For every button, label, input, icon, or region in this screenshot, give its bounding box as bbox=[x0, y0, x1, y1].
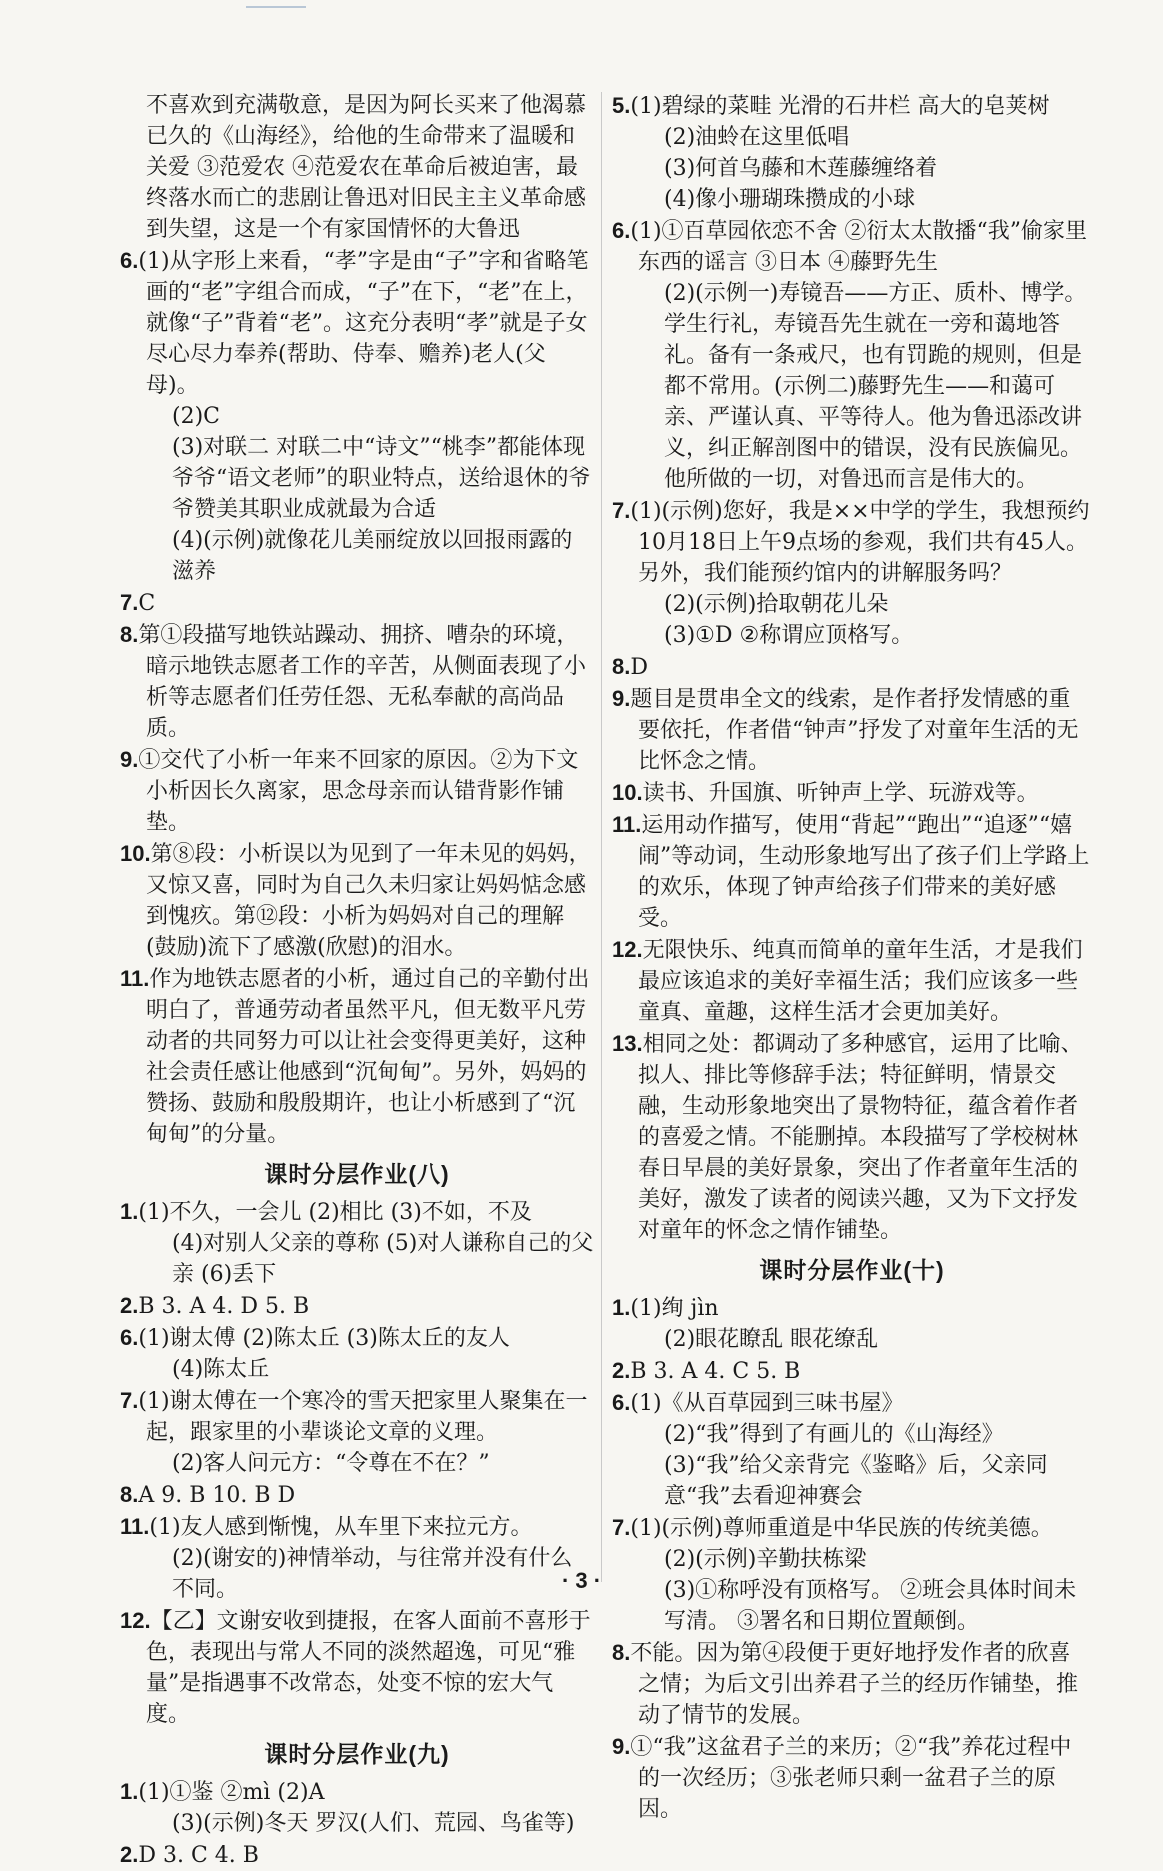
answer-item bbox=[612, 495, 1092, 651]
answer-line: (1)①鉴 ②mì (2)A bbox=[138, 1780, 325, 1805]
answer-item bbox=[612, 934, 1092, 1028]
answer-line: 相同之处：都调动了多种感官，运用了比喻、拟人、排比等修辞手法；特征鲜明，情景交融，生动形象地突出了景物特征，蕴含着作者的喜爱之情。不能删掉。本段描写了学校树林春日早晨的美好景象，突出了作者童年生活的美好，激发了读者的阅读兴趣，又为下文抒发对童年的怀念之情作铺垫。 bbox=[638, 1032, 1083, 1243]
answer-line: B 3. A 4. C 5. B bbox=[630, 1359, 801, 1384]
answer-item bbox=[612, 1387, 1092, 1512]
answer-item bbox=[612, 1637, 1092, 1731]
section-heading-10: 课时分层作业(十) bbox=[759, 1257, 945, 1283]
answer-line: (1)不久，一会儿 (2)相比 (3)不如，不及 bbox=[138, 1200, 532, 1225]
answer-line: (1)友人感到惭愧，从车里下来拉元方。 bbox=[149, 1515, 533, 1540]
answer-line: (2)(示例一)寿镜吾——方正、质朴、博学。学生行礼，寿镜吾先生就在一旁和蔼地答礼。备有一条戒尺，也有罚跪的规则，但是都不常用。(示例二)藤野先生——和蔼可亲、严谨认真、平等待人。他为鲁迅添改讲义，纠正解剖图中的错误，没有民族偏见。他所做的一切，对鲁迅而言是伟大的。 bbox=[664, 281, 1087, 492]
answer-number: 10. bbox=[120, 841, 151, 866]
answer-number: 11. bbox=[612, 812, 642, 837]
answer-line: (1)谢太傅 (2)陈太丘 (3)陈太丘的友人 bbox=[138, 1326, 510, 1351]
answer-line: 不能。因为第④段便于更好地抒发作者的欣喜之情；为后文引出养君子兰的经历作铺垫，推动了情节的发展。 bbox=[630, 1641, 1079, 1728]
answer-item bbox=[120, 1290, 594, 1322]
answer-line: A 9. B 10. B D bbox=[138, 1483, 296, 1508]
page-number: · 3 · bbox=[561, 1568, 602, 1593]
answer-line: 题目是贯串全文的线索，是作者抒发情感的重要依托，作者借“钟声”抒发了对童年生活的无比怀念之情。 bbox=[630, 687, 1079, 774]
answer-number: 8. bbox=[120, 1482, 139, 1507]
answer-item bbox=[120, 1385, 594, 1479]
answer-number: 7. bbox=[612, 498, 631, 523]
answer-item bbox=[120, 1322, 594, 1385]
answer-item bbox=[120, 1839, 594, 1871]
answer-item bbox=[120, 587, 594, 619]
answer-item bbox=[120, 1479, 594, 1511]
answer-item bbox=[120, 619, 594, 744]
answer-line: (4)(示例)就像花儿美丽绽放以回报雨露的滋养 bbox=[172, 528, 573, 584]
answer-number: 10. bbox=[612, 780, 643, 805]
answer-line: (1)绚 jìn bbox=[630, 1296, 719, 1321]
answer-item bbox=[612, 215, 1092, 495]
answer-item bbox=[120, 245, 594, 587]
answer-number: 12. bbox=[612, 937, 643, 962]
continued-answer-text: 不喜欢到充满敬意，是因为阿长买来了他渴慕已久的《山海经》，给他的生命带来了温暖和关爱 ③范爱农 ④范爱农在革命后被迫害，最终落水而亡的悲剧让鲁迅对旧民主主义革命感到失望，这是一个有家国情怀的大鲁迅 bbox=[146, 93, 587, 242]
answer-item bbox=[612, 1292, 1092, 1355]
answer-list-7 bbox=[120, 245, 594, 1150]
answer-list-8 bbox=[120, 1196, 594, 1730]
answer-line: (3)①D ②称谓应顶格写。 bbox=[664, 623, 914, 648]
answer-number: 7. bbox=[120, 1388, 139, 1413]
answer-line: 运用动作描写，使用“背起”“跑出”“追逐”“嬉闹”等动词，生动形象地写出了孩子们上学路上的欢乐，体现了钟声给孩子们带来的美好感受。 bbox=[638, 813, 1090, 931]
answer-line: (3)何首乌藤和木莲藤缠络着 bbox=[664, 156, 938, 181]
answer-number: 8. bbox=[612, 1640, 631, 1665]
answer-list-9-cont bbox=[612, 90, 1092, 1246]
answer-list-10 bbox=[612, 1292, 1092, 1825]
answer-item bbox=[612, 683, 1092, 777]
answer-item bbox=[120, 1776, 594, 1839]
answer-line: 【乙】文谢安收到捷报，在客人面前不喜形于色，表现出与常人不同的淡然超逸，可见“雅量”是指遇事不改常态，处变不惊的宏大气度。 bbox=[146, 1609, 591, 1727]
answer-line: D bbox=[630, 655, 648, 680]
column-divider bbox=[601, 92, 602, 1582]
answer-number: 9. bbox=[612, 686, 631, 711]
answer-line: C bbox=[138, 591, 156, 616]
answer-item bbox=[612, 1355, 1092, 1387]
answer-line: (3)“我”给父亲背完《鉴略》后，父亲同意“我”去看迎神赛会 bbox=[664, 1453, 1048, 1509]
section-heading-9: 课时分层作业(九) bbox=[264, 1741, 450, 1767]
answer-number: 8. bbox=[120, 622, 139, 647]
answer-number: 1. bbox=[120, 1199, 139, 1224]
answer-list-9 bbox=[120, 1776, 594, 1871]
answer-line: (2)眼花瞭乱 眼花缭乱 bbox=[664, 1327, 879, 1352]
answer-line: (4)对别人父亲的尊称 (5)对人谦称自己的父亲 (6)丢下 bbox=[172, 1231, 594, 1287]
answer-number: 12. bbox=[120, 1608, 151, 1633]
answer-line: (2)客人问元方：“令尊在不在？” bbox=[172, 1451, 490, 1476]
answer-item bbox=[120, 744, 594, 838]
answer-item bbox=[612, 809, 1092, 934]
answer-item bbox=[120, 1196, 594, 1290]
answer-line: (2)(示例)辛勤扶栋梁 bbox=[664, 1547, 867, 1572]
answer-line: 作为地铁志愿者的小析，通过自己的辛勤付出明白了，普通劳动者虽然平凡，但无数平凡劳动者的共同努力可以让社会变得更美好，这种社会责任感让他感到“沉甸甸”。另外，妈妈的赞扬、鼓励和殷殷期许，也让小析感到了“沉甸甸”的分量。 bbox=[146, 967, 590, 1147]
answer-item bbox=[120, 963, 594, 1150]
answer-line: (1)(示例)尊师重道是中华民族的传统美德。 bbox=[630, 1516, 1053, 1541]
answer-item bbox=[120, 838, 594, 963]
answer-line: 无限快乐、纯真而简单的童年生活，才是我们最应该追求的美好幸福生活；我们应该多一些童真、童趣，这样生活才会更加美好。 bbox=[638, 938, 1083, 1025]
left-column bbox=[120, 90, 594, 1871]
answer-number: 6. bbox=[612, 218, 631, 243]
answer-line: (2)(示例)拾取朝花儿朵 bbox=[664, 592, 889, 617]
answer-item bbox=[612, 777, 1092, 809]
answer-item bbox=[612, 651, 1092, 683]
answer-number: 6. bbox=[612, 1390, 631, 1415]
answer-line: (1)(示例)您好，我是××中学的学生，我想预约10月18日上午9点场的参观，我们共有45人。另外，我们能预约馆内的讲解服务吗？ bbox=[630, 499, 1090, 586]
answer-number: 13. bbox=[612, 1031, 643, 1056]
answer-line: 读书、升国旗、听钟声上学、玩游戏等。 bbox=[642, 781, 1039, 806]
answer-line: (1)①百草园依恋不舍 ②衍太太散播“我”偷家里东西的谣言 ③日本 ④藤野先生 bbox=[630, 219, 1088, 275]
answer-number: 11. bbox=[120, 1514, 150, 1539]
answer-line: (1)从字形上来看，“孝”字是由“子”字和省略笔画的“老”字组合而成，“子”在下，“老”在上，就像“子”背着“老”。这充分表明“孝”就是子女尽心尽力奉养(帮助、侍奉、赡养)老人(父母)。 bbox=[138, 249, 589, 398]
right-column bbox=[612, 90, 1092, 1825]
answer-number: 11. bbox=[120, 966, 150, 991]
answer-line: 第⑧段：小析误以为见到了一年未见的妈妈，又惊又喜，同时为自己久未归家让妈妈惦念感到愧疚。第⑫段：小析为妈妈对自己的理解(鼓励)流下了感激(欣慰)的泪水。 bbox=[146, 842, 591, 960]
answer-number: 6. bbox=[120, 1325, 139, 1350]
answer-number: 7. bbox=[612, 1515, 631, 1540]
top-rule bbox=[246, 6, 306, 8]
answer-number: 2. bbox=[612, 1358, 631, 1383]
answer-number: 2. bbox=[120, 1293, 139, 1318]
answer-line: (1)碧绿的菜畦 光滑的石井栏 高大的皂荚树 bbox=[630, 94, 1050, 119]
answer-line: (1)谢太傅在一个寒冷的雪天把家里人聚集在一起，跟家里的小辈谈论文章的义理。 bbox=[138, 1389, 588, 1445]
answer-line: 第①段描写地铁站躁动、拥挤、嘈杂的环境，暗示地铁志愿者工作的辛苦，从侧面表现了小析等志愿者们任劳任怨、无私奉献的高尚品质。 bbox=[138, 623, 587, 741]
answer-line: (2)“我”得到了有画儿的《山海经》 bbox=[664, 1422, 1004, 1447]
answer-line: (4)陈太丘 bbox=[172, 1357, 270, 1382]
answer-item bbox=[120, 1605, 594, 1730]
answer-item bbox=[612, 1028, 1092, 1246]
answer-line: (1)《从百草园到三味书屋》 bbox=[630, 1391, 904, 1416]
answer-number: 7. bbox=[120, 590, 139, 615]
answer-item bbox=[612, 90, 1092, 215]
answer-line: B 3. A 4. D 5. B bbox=[138, 1294, 310, 1319]
answer-line: D 3. C 4. B bbox=[138, 1843, 259, 1868]
section-heading-8: 课时分层作业(八) bbox=[264, 1161, 450, 1187]
answer-line: (2)C bbox=[172, 404, 220, 429]
answer-number: 8. bbox=[612, 654, 631, 679]
answer-line: (4)像小珊瑚珠攒成的小球 bbox=[664, 187, 916, 212]
answer-number: 9. bbox=[120, 747, 139, 772]
answer-line: (2)(谢安的)神情举动，与往常并没有什么不同。 bbox=[172, 1546, 573, 1602]
answer-number: 5. bbox=[612, 93, 631, 118]
answer-line: ①“我”这盆君子兰的来历；②“我”养花过程中的一次经历；③张老师只剩一盆君子兰的原因。 bbox=[630, 1735, 1072, 1822]
answer-line: (3)①称呼没有顶格写。 ②班会具体时间未写清。 ③署名和日期位置颠倒。 bbox=[664, 1578, 1077, 1634]
answer-item bbox=[612, 1731, 1092, 1825]
answer-number: 6. bbox=[120, 248, 139, 273]
answer-number: 9. bbox=[612, 1734, 631, 1759]
answer-line: (2)油蛉在这里低唱 bbox=[664, 125, 850, 150]
answer-number: 1. bbox=[120, 1779, 139, 1804]
answer-number: 1. bbox=[612, 1295, 631, 1320]
answer-line: (3)(示例)冬天 罗汉(人们、荒园、鸟雀等) bbox=[172, 1811, 575, 1836]
answer-line: ①交代了小析一年来不回家的原因。②为下文小析因长久离家，思念母亲而认错背影作铺垫。 bbox=[138, 748, 579, 835]
answer-line: (3)对联二 对联二中“诗文”“桃李”都能体现爷爷“语文老师”的职业特点，送给退休的爷爷赞美其职业成就最为合适 bbox=[172, 435, 591, 522]
answer-number: 2. bbox=[120, 1842, 139, 1867]
